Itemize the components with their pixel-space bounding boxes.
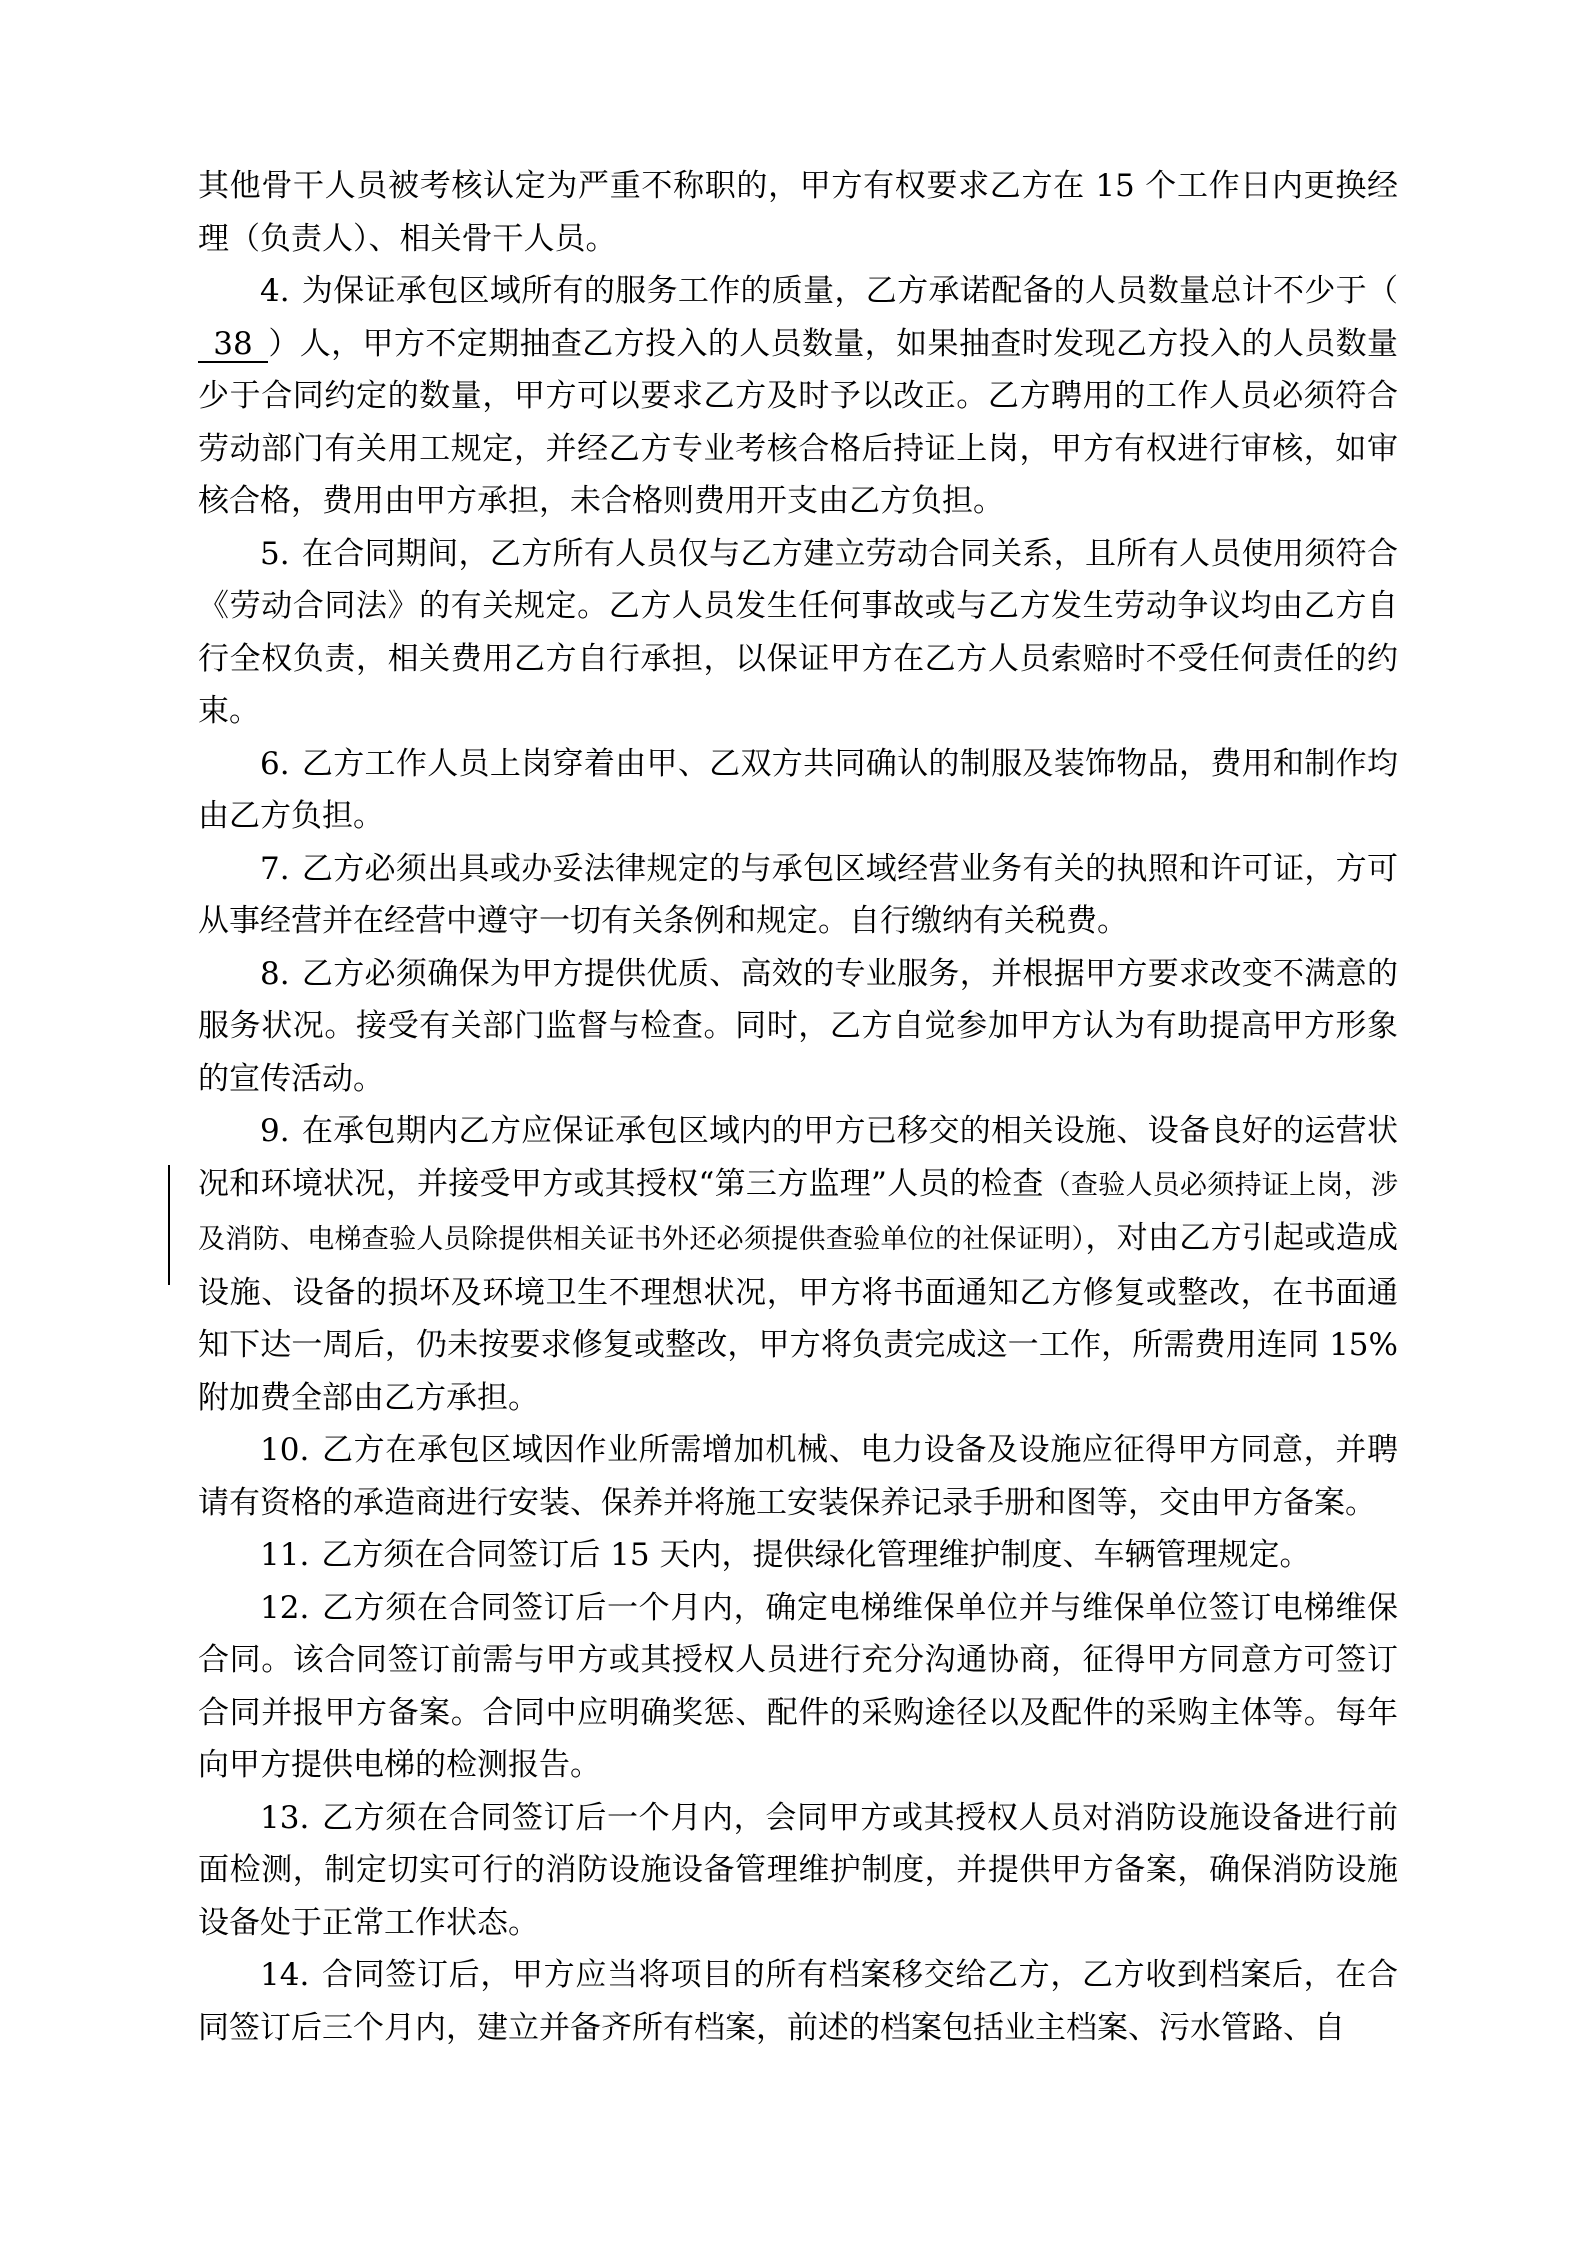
clause-12 bbox=[198, 1582, 1398, 1792]
clause-text: 乙方在承包区域因作业所需增加机械、电力设备及设施应征得甲方同意，并聘请有资格的承造商进行安装、保养并将施工安装保养记录手册和图等，交由甲方备案。 bbox=[198, 1432, 1398, 1521]
clause-text: 在承包期内乙方应保证承包区域内的甲方已移交的相关设施、设备良好的运营状况和环境状况，并接受甲方或其授权“第三方监理”人员的检查 bbox=[198, 1113, 1398, 1202]
clause-text: ）人，甲方不定期抽查乙方投入的人员数量，如果抽查时发现乙方投入的人员数量少于合同约定的数量，甲方可以要求乙方及时予以改正。乙方聘用的工作人员必须符合劳动部门有关用工规定，并经乙方专业考核合格后持证上岗，甲方有权进行审核，如审核合格，费用由甲方承担，未合格则费用开支由乙方负担。 bbox=[198, 325, 1398, 519]
clause-number: 11. bbox=[260, 1537, 310, 1573]
clause-3-continuation bbox=[198, 160, 1398, 265]
clause-6 bbox=[198, 738, 1398, 843]
clause-11 bbox=[198, 1529, 1398, 1582]
staff-count-blank: 38 bbox=[198, 327, 268, 363]
clause-text: 乙方必须确保为甲方提供优质、高效的专业服务，并根据甲方要求改变不满意的服务状况。接受有关部门监督与检查。同时，乙方自觉参加甲方认为有助提高甲方形象的宣传活动。 bbox=[198, 955, 1398, 1097]
clause-text: 为保证承包区域所有的服务工作的质量，乙方承诺配备的人员数量总计不少于（ bbox=[301, 273, 1398, 309]
clause-note: （查验人员必须持证上岗，涉及消防、电梯查验人员除提供相关证书外还必须提供查验单位的社保证明） bbox=[198, 1169, 1398, 1255]
clause-7 bbox=[198, 843, 1398, 948]
clause-text: 乙方须在合同签订后一个月内，确定电梯维保单位并与维保单位签订电梯维保合同。该合同签订前需与甲方或其授权人员进行充分沟通协商，征得甲方同意方可签订合同并报甲方备案。合同中应明确奖惩、配件的采购途径以及配件的采购主体等。每年向甲方提供电梯的检测报告。 bbox=[198, 1589, 1398, 1783]
clause-number: 7. bbox=[260, 850, 290, 887]
clause-number: 6. bbox=[260, 745, 290, 782]
clause-number: 10. bbox=[260, 1432, 310, 1468]
clause-13 bbox=[198, 1792, 1398, 1950]
clause-text: 乙方须在合同签订后 15 天内，提供绿化管理维护制度、车辆管理规定。 bbox=[321, 1537, 1311, 1573]
document-body bbox=[198, 160, 1398, 2054]
clause-text: 乙方工作人员上岗穿着由甲、乙双方共同确认的制服及装饰物品，费用和制作均由乙方负担。 bbox=[198, 745, 1398, 834]
clause-number: 14. bbox=[260, 1957, 310, 1993]
clause-number: 12. bbox=[260, 1589, 310, 1626]
revision-change-bar bbox=[168, 1165, 170, 1285]
clause-9 bbox=[198, 1105, 1398, 1424]
clause-text: 合同签订后，甲方应当将项目的所有档案移交给乙方，乙方收到档案后，在合同签订后三个月内，建立并备齐所有档案，前述的档案包括业主档案、污水管路、自 bbox=[198, 1957, 1398, 2046]
clause-4 bbox=[198, 265, 1398, 528]
clause-number: 9. bbox=[260, 1113, 290, 1149]
clause-text: ，对由乙方引起或造成设施、设备的损坏及环境卫生不理想状况，甲方将书面通知乙方修复或整改，在书面通知下达一周后，仍未按要求修复或整改，甲方将负责完成这一工作，所需费用连同 15%附加费全部由乙方承担。 bbox=[198, 1220, 1399, 1416]
clause-text: 其他骨干人员被考核认定为严重不称职的，甲方有权要求乙方在 15 个工作日内更换经理（负责人）、相关骨干人员。 bbox=[198, 168, 1398, 257]
clause-5 bbox=[198, 528, 1398, 738]
clause-10 bbox=[198, 1424, 1398, 1529]
clause-text: 乙方须在合同签订后一个月内，会同甲方或其授权人员对消防设施设备进行前面检测，制定切实可行的消防设施设备管理维护制度，并提供甲方备案，确保消防设施设备处于正常工作状态。 bbox=[198, 1799, 1398, 1941]
clause-text: 乙方必须出具或办妥法律规定的与承包区域经营业务有关的执照和许可证，方可从事经营并在经营中遵守一切有关条例和规定。自行缴纳有关税费。 bbox=[198, 850, 1398, 939]
clause-number: 8. bbox=[260, 955, 290, 992]
clause-14 bbox=[198, 1949, 1398, 2054]
clause-number: 5. bbox=[260, 535, 290, 572]
clause-number: 13. bbox=[260, 1799, 310, 1836]
clause-text: 在合同期间，乙方所有人员仅与乙方建立劳动合同关系，且所有人员使用须符合《劳动合同法》的有关规定。乙方人员发生任何事故或与乙方发生劳动争议均由乙方自行全权负责，相关费用乙方自行承担，以保证甲方在乙方人员索赔时不受任何责任的约束。 bbox=[198, 535, 1398, 729]
clause-number: 4. bbox=[260, 273, 290, 309]
clause-8 bbox=[198, 948, 1398, 1106]
